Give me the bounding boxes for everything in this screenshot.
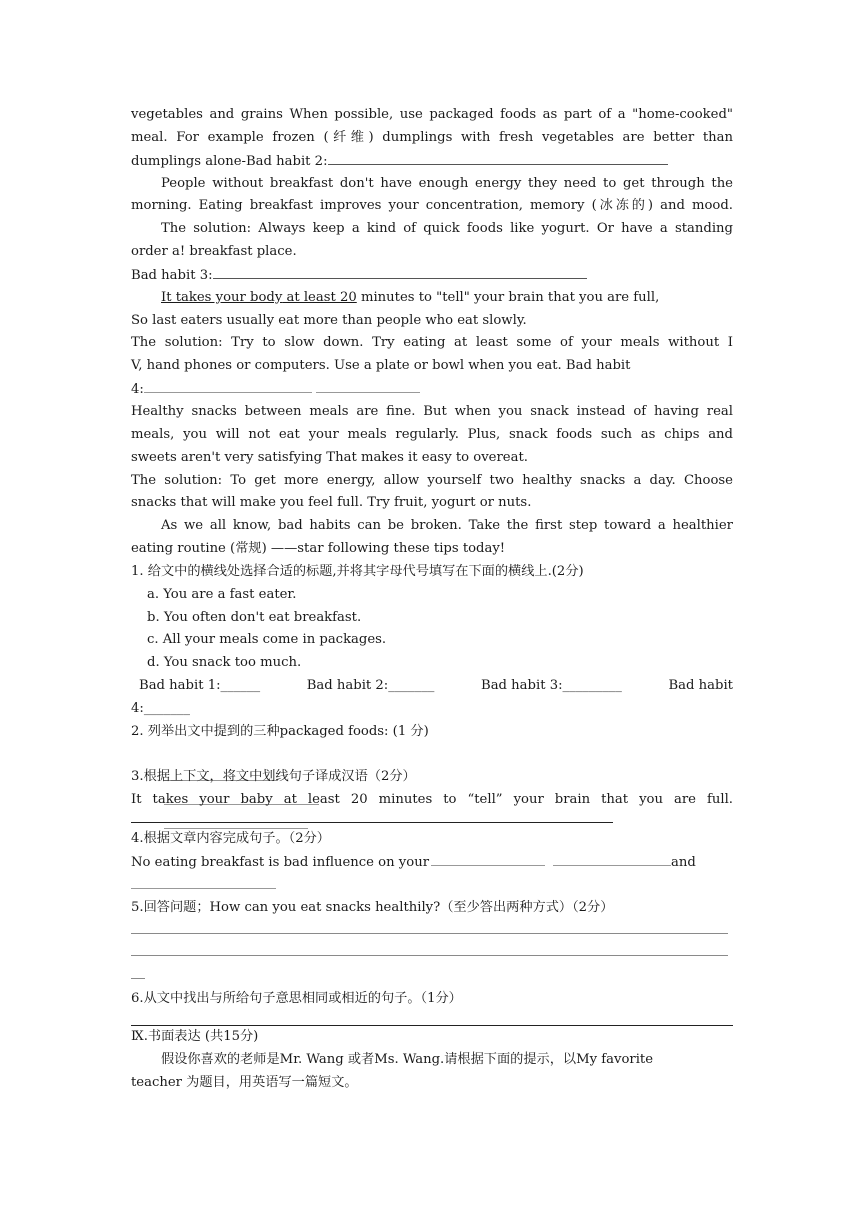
answer-line[interactable] — [131, 965, 733, 988]
option-d: d. You snack too much. — [147, 655, 302, 671]
question-2-blanks — [131, 744, 733, 767]
option-c: c. All your meals come in packages. — [147, 632, 387, 648]
question-1-prompt: 1. 给文中的横线处选择合适的标题,并将其字母代号填写在下面的横线上.(2分) — [131, 563, 584, 579]
question-5-prompt: 5.回答问题；How can you eat snacks healthily?（至少答出两种方式）（2分） — [131, 899, 614, 915]
option-a: a. You are a fast eater. — [147, 586, 297, 602]
passage-line: People without breakfast don't have enough energy they need to get through the — [161, 175, 733, 191]
question-2-prompt: 2. 列举出文中提到的三种packaged foods: (1 分) — [131, 723, 429, 739]
answer-blank[interactable] — [164, 814, 308, 829]
answer-blank-habit-4[interactable]: 4:_______ — [131, 700, 190, 716]
option-b: b. You often don't eat breakfast. — [147, 609, 362, 625]
passage-line — [131, 264, 733, 287]
passage-line — [131, 378, 733, 401]
question-6-prompt: 6.从文中找出与所给句子意思相同或相近的句子。（1分） — [131, 991, 462, 1007]
question-1-answers — [131, 675, 733, 698]
question-3-sentence: It takes your baby at least 20 minutes to “tell” your brain that you are full. — [131, 792, 733, 808]
passage-line: The solution: To get more energy, allow yourself two healthy snacks a day. Choose — [131, 472, 733, 488]
passage-line: The solution: Always keep a kind of quick foods like yogurt. Or have a standing — [161, 221, 733, 237]
writing-task-line: 假设你喜欢的老师是Mr. Wang 或者Ms. Wang.请根据下面的提示，以My favorite — [161, 1052, 654, 1068]
answer-blank[interactable] — [316, 378, 420, 393]
passage-line — [131, 150, 733, 173]
and-text: and — [671, 855, 696, 870]
passage-line: eating routine (常规) ——star following these tips today! — [131, 541, 506, 557]
passage-text: Bad habit 3: — [131, 267, 213, 283]
underlined-sentence: at least 20 — [282, 289, 357, 305]
passage-line: order a! breakfast place. — [131, 244, 297, 260]
passage-line: meals, you will not eat your meals regularly. Plus, snack foods such as chips and — [131, 426, 733, 442]
passage-line: Healthy snacks between meals are fine. But when you snack instead of having real — [131, 403, 733, 419]
answer-blank-habit-1[interactable]: Bad habit 1:______ — [139, 678, 261, 694]
answer-line[interactable] — [131, 920, 733, 943]
answer-label-habit-4: Bad habit — [668, 678, 733, 694]
underlined-sentence: It takes your body — [161, 289, 283, 305]
passage-line — [131, 287, 733, 310]
passage-line: So last eaters usually eat more than people who eat slowly. — [131, 312, 527, 328]
passage-text: 4: — [131, 382, 144, 398]
answer-blank[interactable] — [328, 150, 668, 165]
passage-line: As we all know, bad habits can be broken. Take the first step toward a healthier — [161, 518, 733, 534]
answer-blank[interactable] — [431, 851, 545, 866]
question-4-sentence: No eating breakfast is bad influence on your — [131, 855, 429, 870]
passage-text: minutes to "tell" your brain that you are full, — [356, 289, 660, 305]
passage-line: meal. For example frozen (纤维) dumplings with fresh vegetables are better than — [131, 129, 733, 145]
passage-line: sweets aren't very satisfying That makes it easy to overeat. — [131, 449, 528, 465]
passage-line: morning. Eating breakfast improves your concentration, memory (冰冻的) and mood. — [131, 198, 733, 214]
question-4-prompt: 4.根据文章内容完成句子。（2分） — [131, 831, 330, 847]
answer-blank[interactable] — [144, 378, 312, 393]
answer-blank-habit-3[interactable]: Bad habit 3:_________ — [481, 678, 622, 694]
question-4-second-line — [131, 874, 733, 897]
passage-line: The solution: Try to slow down. Try eating at least some of your meals without I — [131, 335, 733, 351]
question-3-prompt: 3.根据上下文，将文中划线句子译成汉语（2分） — [131, 769, 416, 785]
worksheet-page — [131, 104, 733, 1095]
answer-blank-habit-2[interactable]: Bad habit 2:_______ — [306, 678, 435, 694]
answer-line[interactable] — [131, 942, 733, 965]
answer-blank[interactable] — [213, 264, 587, 279]
question-4-sentence-line — [131, 851, 733, 874]
passage-line: vegetables and grains When possible, use packaged foods as part of a "home-cooked" — [131, 107, 733, 122]
answer-blank[interactable] — [131, 874, 276, 889]
writing-task-line: teacher 为题目，用英语写一篇短文。 — [131, 1075, 358, 1091]
section-title: Ⅸ.书面表达 (共15分) — [131, 1029, 259, 1045]
answer-blank[interactable] — [553, 851, 671, 866]
passage-line: snacks that will make you feel full. Try fruit, yogurt or nuts. — [131, 495, 532, 511]
passage-text: dumplings alone-Bad habit 2: — [131, 153, 328, 169]
passage-line: V, hand phones or computers. Use a plate or bowl when you eat. Bad habit — [131, 358, 631, 374]
